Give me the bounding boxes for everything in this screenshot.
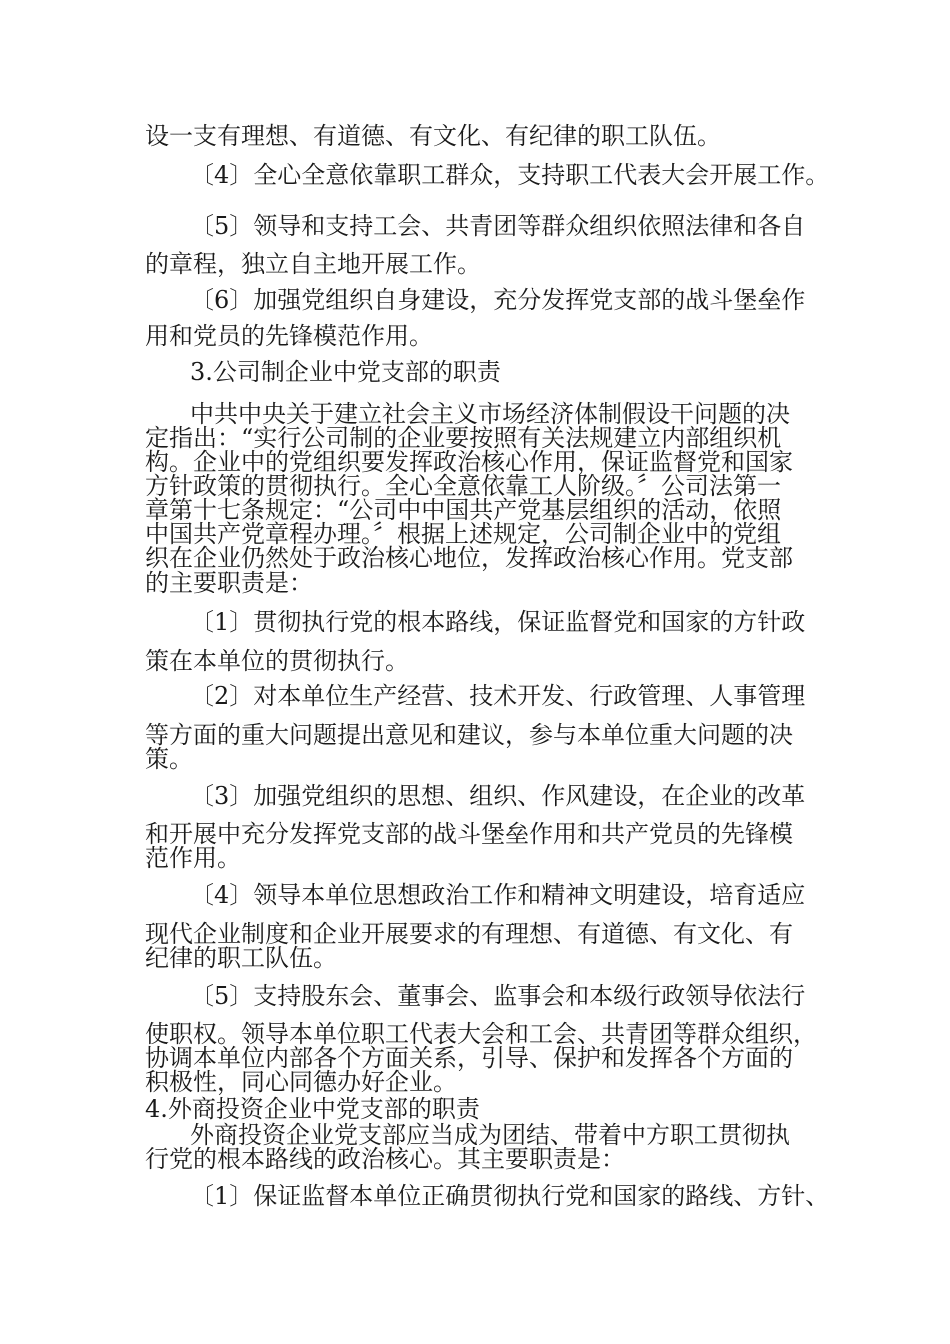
- text-line: 〔1〕贯彻执行党的根本路线，保证监督党和国家的方针政: [190, 608, 806, 636]
- text-line: 用和党员的先锋模范作用。: [145, 322, 433, 350]
- text-line: 积极性，同心同德办好企业。: [145, 1068, 457, 1096]
- text-line: 协调本单位内部各个方面关系，引导、保护和发挥各个方面的: [145, 1044, 793, 1072]
- text-line: 中共中央关于建立社会主义市场经济体制假设干问题的决: [190, 400, 790, 428]
- section-heading-4: 4.外商投资企业中党支部的职责: [145, 1095, 480, 1123]
- text-line: 中国共产党章程办理。〞根据上述规定，公司制企业中的党组: [145, 520, 781, 548]
- text-line: 设一支有理想、有道德、有文化、有纪律的职工队伍。: [145, 122, 721, 150]
- section-heading-3: 3.公司制企业中党支部的职责: [190, 358, 501, 386]
- text-line: 〔6〕加强党组织自身建设，充分发挥党支部的战斗堡垒作: [190, 286, 806, 314]
- text-line: 构。企业中的党组织要发挥政治核心作用，保证监督党和国家: [145, 448, 793, 476]
- text-line: 的主要职责是：: [145, 569, 313, 597]
- text-line: 〔4〕全心全意依靠职工群众，支持职工代表大会开展工作。: [190, 161, 830, 189]
- text-line: 的章程，独立自主地开展工作。: [145, 250, 481, 278]
- text-line: 策。: [145, 745, 193, 773]
- text-line: 范作用。: [145, 844, 241, 872]
- text-line: 使职权。领导本单位职工代表大会和工会、共青团等群众组织，: [145, 1020, 817, 1048]
- text-line: 〔5〕支持股东会、董事会、监事会和本级行政领导依法行: [190, 982, 806, 1010]
- text-line: 定指出：“实行公司制的企业要按照有关法规建立内部组织机: [145, 424, 782, 452]
- text-line: 〔5〕领导和支持工会、共青团等群众组织依照法律和各自: [190, 212, 806, 240]
- text-line: 现代企业制度和企业开展要求的有理想、有道德、有文化、有: [145, 920, 793, 948]
- text-line: 织在企业仍然处于政治核心地位，发挥政治核心作用。党支部: [145, 544, 793, 572]
- text-line: 〔3〕加强党组织的思想、组织、作风建设，在企业的改革: [190, 782, 806, 810]
- text-line: 〔1〕保证监督本单位正确贯彻执行党和国家的路线、方针、: [190, 1182, 830, 1210]
- text-line: 行党的根本路线的政治核心。其主要职责是：: [145, 1145, 625, 1173]
- text-line: 〔2〕对本单位生产经营、技术开发、行政管理、人事管理: [190, 682, 806, 710]
- text-line: 外商投资企业党支部应当成为团结、带着中方职工贯彻执: [190, 1121, 790, 1149]
- text-line: 〔4〕领导本单位思想政治工作和精神文明建设，培育适应: [190, 881, 806, 909]
- text-line: 方针政策的贯彻执行。全心全意依靠工人阶级。〞公司法第一: [145, 472, 781, 500]
- text-line: 纪律的职工队伍。: [145, 944, 337, 972]
- text-line: 和开展中充分发挥党支部的战斗堡垒作用和共产党员的先锋模: [145, 820, 793, 848]
- text-line: 章第十七条规定：“公司中中国共产党基层组织的活动，依照: [145, 496, 782, 524]
- text-line: 策在本单位的贯彻执行。: [145, 647, 409, 675]
- text-line: 等方面的重大问题提出意见和建议，参与本单位重大问题的决: [145, 721, 793, 749]
